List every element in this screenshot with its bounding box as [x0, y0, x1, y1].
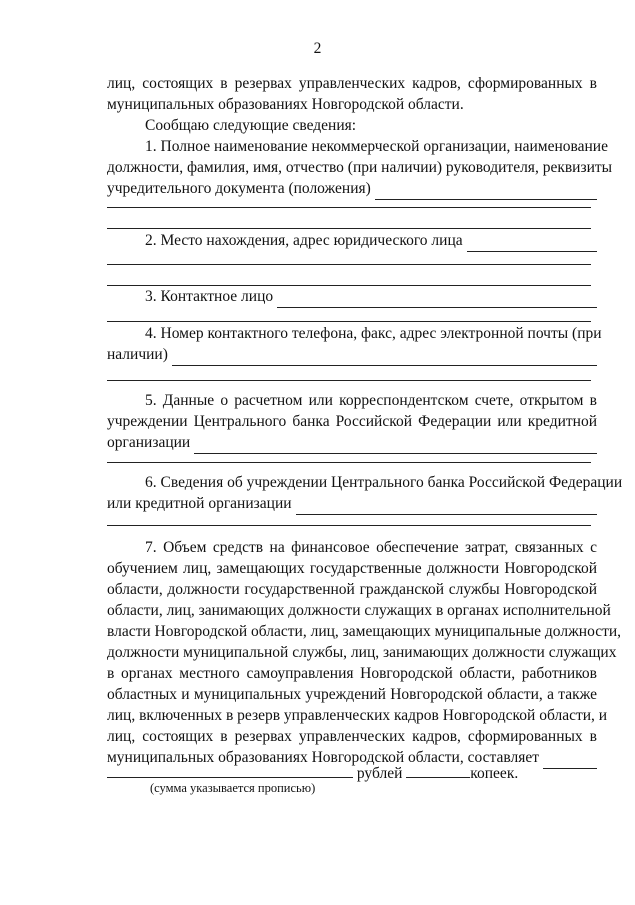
kopecks-label: копеек.	[470, 765, 519, 782]
field-label: наличии)	[107, 346, 168, 363]
blank-line[interactable]	[107, 380, 591, 381]
text-line: должности муниципальной службы, лиц, занимающих должности служащих	[107, 644, 617, 661]
item-5-field	[107, 432, 597, 454]
text-line: лиц, состоящих в резервах управленческих кадров, сформированных в	[107, 75, 597, 92]
blank-line[interactable]	[107, 321, 591, 322]
page-number: 2	[313, 40, 322, 57]
text-line: области, лиц, занимающих должности служащих в органах исполнительной	[107, 602, 611, 619]
rubles-label: рублей	[356, 765, 403, 782]
text-line: учреждении Центрального банка Российской Федерации или кредитной	[107, 413, 597, 430]
item-2-field	[145, 230, 597, 252]
field-label: организации	[107, 434, 191, 451]
item-1-field	[107, 178, 597, 200]
blank-line[interactable]	[107, 264, 591, 265]
text-line: лиц, включенных в резерв управленческих кадров Новгородской области, и	[107, 707, 608, 724]
field-label: учредительного документа (положения)	[107, 180, 371, 197]
item-1-heading: 1. Полное наименование некоммерческой организации, наименование	[145, 138, 608, 155]
text-line: Сообщаю следующие сведения:	[145, 117, 357, 134]
text-line: муниципальных образованиях Новгородской области.	[107, 96, 464, 113]
blank-line[interactable]	[172, 348, 597, 366]
item-4-field	[107, 344, 597, 366]
text-line: лиц, состоящих в резервах управленческих кадров, сформированных в	[107, 728, 597, 745]
rubles-blank[interactable]	[107, 761, 353, 778]
text-line: областных и муниципальных учреждений Новгородской области, а также	[107, 686, 597, 703]
field-label: 3. Контактное лицо	[145, 288, 274, 305]
field-label: муниципальных образованиях Новгородской области, составляет	[107, 749, 539, 766]
blank-line[interactable]	[107, 462, 591, 463]
blank-line[interactable]	[194, 436, 597, 454]
field-label: или кредитной организации	[107, 495, 292, 512]
blank-line[interactable]	[375, 182, 597, 200]
item-5-heading: 5. Данные о расчетном или корреспондентском счете, открытом в	[145, 392, 597, 409]
blank-line[interactable]	[296, 497, 597, 515]
text-line: обучением лиц, замещающих государственные должности Новгородской	[107, 560, 597, 577]
item-6-field	[107, 493, 597, 515]
blank-line[interactable]	[107, 525, 591, 526]
text-line: области, должности государственной гражданской службы Новгородской	[107, 581, 597, 598]
item-4-heading: 4. Номер контактного телефона, факс, адрес электронной почты (при	[145, 325, 602, 342]
blank-line[interactable]	[107, 228, 591, 229]
blank-line[interactable]	[277, 290, 597, 308]
text-line: власти Новгородской области, лиц, замещающих муниципальные должности,	[107, 623, 622, 640]
blank-line[interactable]	[107, 207, 591, 208]
blank-line[interactable]	[467, 234, 597, 252]
item-3-field	[145, 286, 597, 308]
kopecks-blank[interactable]	[406, 761, 470, 778]
item-6-heading: 6. Сведения об учреждении Центрального банка Российской Федерации	[145, 474, 623, 491]
text-line: должности, фамилия, имя, отчество (при наличии) руководителя, реквизиты	[107, 159, 613, 176]
field-label: 2. Место нахождения, адрес юридического лица	[145, 232, 463, 249]
item-7-heading: 7. Объем средств на финансовое обеспечение затрат, связанных с	[145, 539, 597, 556]
text-line: в органах местного самоуправления Новгородской области, работников	[107, 665, 597, 682]
amount-note: (сумма указывается прописью)	[150, 781, 316, 795]
